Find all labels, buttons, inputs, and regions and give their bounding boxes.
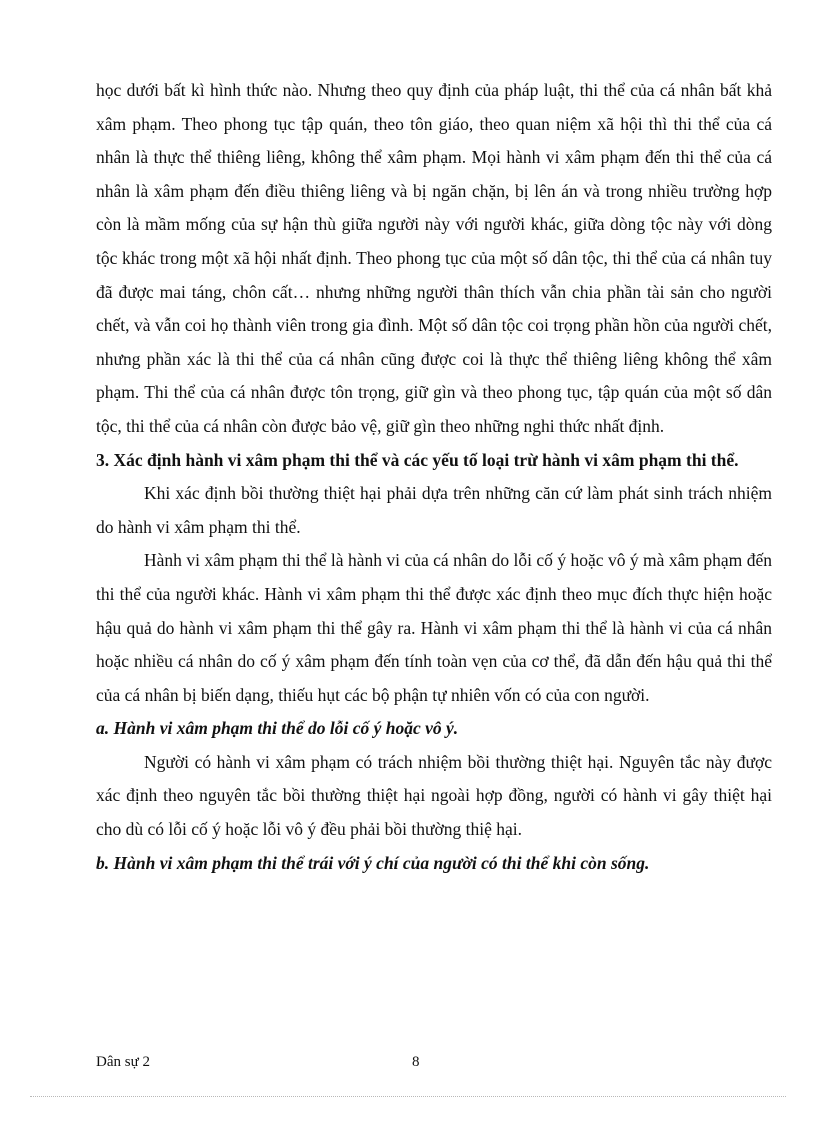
section-heading-3: 3. Xác định hành vi xâm phạm thi thể và các yếu tố loại trừ hành vi xâm phạm thi thể.	[96, 449, 739, 470]
footer-course-title: Dân sự 2	[96, 1054, 150, 1070]
paragraph-basis: Khi xác định bồi thường thiệt hại phải dựa trên những căn cứ làm phát sinh trách nhiệm do hành vi xâm phạm thi thể.	[96, 483, 772, 537]
subheading-a: a. Hành vi xâm phạm thi thể do lỗi cố ý hoặc vô ý.	[96, 718, 459, 739]
paragraph-liability: Người có hành vi xâm phạm có trách nhiệm bồi thường thiệt hại. Nguyên tắc này được xác định theo nguyên tắc bồi thường thiệt hại ngoài hợp đồng, người có hành vi gây thiệt hại cho dù có lỗi cố ý hoặc lỗi vô ý đều phải bồi thường thiệ hại.	[96, 751, 772, 840]
footer-page-number: 8	[412, 1054, 420, 1070]
subheading-b: b. Hành vi xâm phạm thi thể trái với ý chí của người có thi thể khi còn sống.	[96, 852, 650, 873]
paragraph-continuation: học dưới bất kì hình thức nào. Nhưng theo quy định của pháp luật, thi thể của cá nhân bất khả xâm phạm. Theo phong tục tập quán, theo tôn giáo, theo quan niệm xã hội thì thi thể của cá nhân là thực thể thiêng liêng, không thể xâm phạm. Mọi hành vi xâm phạm đến thi thể của cá nhân là xâm phạm đến điều thiêng liêng và bị ngăn chặn, bị lên án và trong nhiều trường hợp còn là mầm mống của sự hận thù giữa người này với người khác, giữa dòng tộc này với dòng tộc khác trong một xã hội nhất định. Theo phong tục của một số dân tộc, thi thể của cá nhân tuy đã được mai táng, chôn cất… nhưng những người thân thích vẫn chia phần tài sản cho người chết, và vẫn coi họ thành viên trong gia đình. Một số dân tộc coi trọng phần hồn của người chết, nhưng phần xác là thi thể của cá nhân cũng được coi là thực thể thiêng liêng không thể xâm phạm. Thi thể của cá nhân được tôn trọng, giữ gìn và theo phong tục, tập quán của một số dân tộc, thi thể của cá nhân còn được bảo vệ, giữ gìn theo những nghi thức nhất định.	[96, 80, 772, 436]
page-body	[96, 74, 772, 880]
footer-divider	[30, 1096, 786, 1097]
paragraph-definition: Hành vi xâm phạm thi thể là hành vi của cá nhân do lỗi cố ý hoặc vô ý mà xâm phạm đến thi thể của người khác. Hành vi xâm phạm thi thể được xác định theo mục đích thực hiện hoặc hậu quả do hành vi xâm phạm thi thể gây ra. Hành vi xâm phạm thi thể là hành vi của cá nhân hoặc nhiều cá nhân do cố ý xâm phạm đến tính toàn vẹn của cơ thể, đã dẫn đến hậu quả thi thể của cá nhân bị biến dạng, thiếu hụt các bộ phận tự nhiên vốn có của con người.	[96, 550, 772, 705]
